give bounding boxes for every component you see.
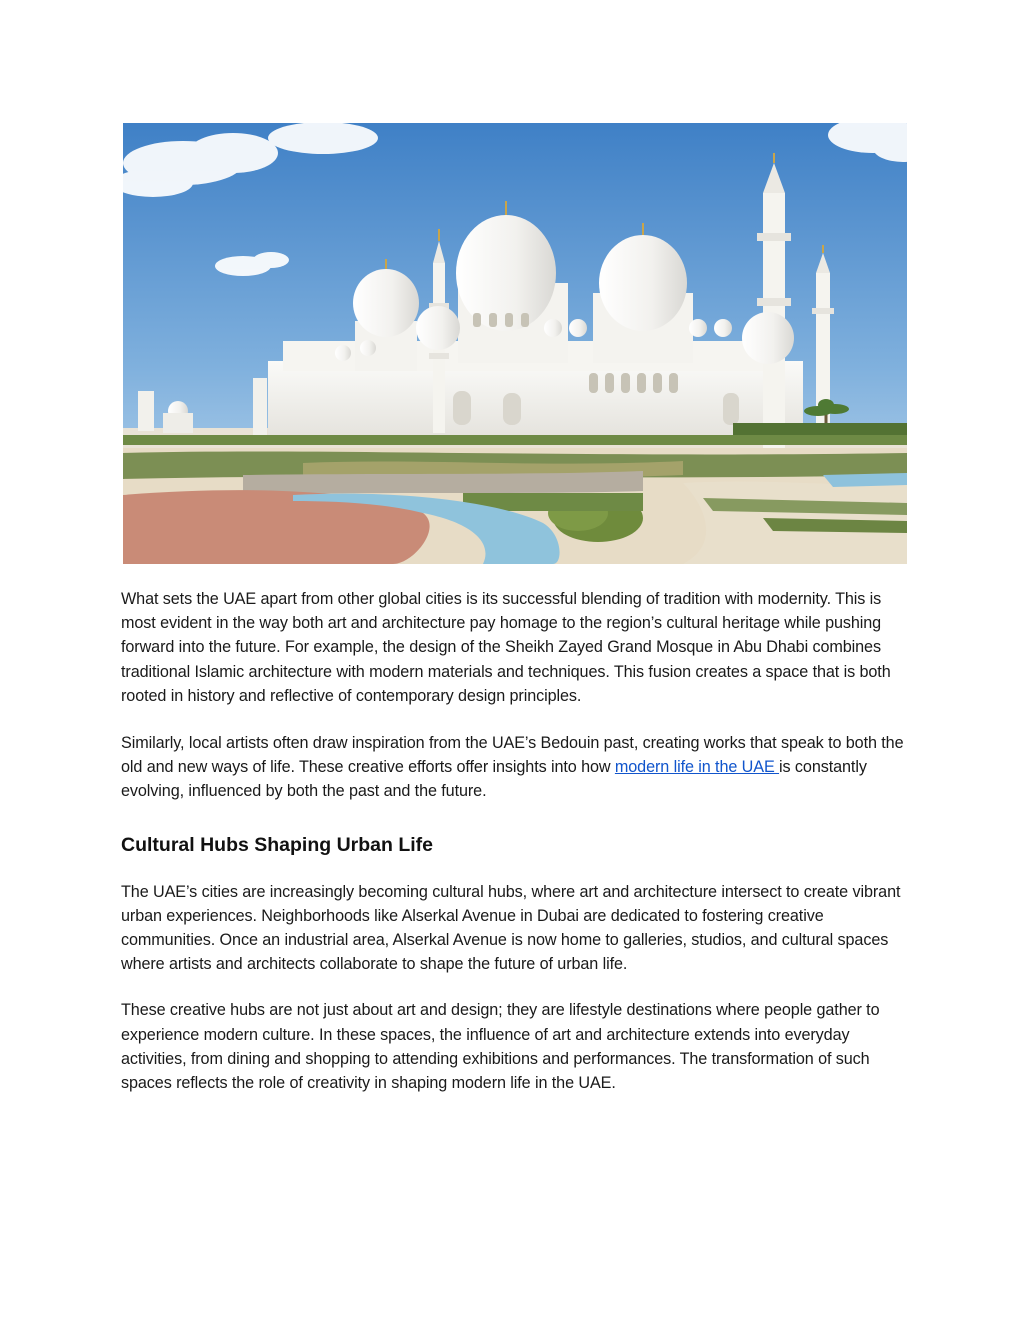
article-body (121, 587, 911, 1095)
paragraph-artists-text: Similarly, local artists often draw inspiration from the UAE’s Bedouin past, creating works that speak to both the old and new ways of life. These creative efforts offer insights into how (121, 734, 904, 777)
paragraph-artists (121, 731, 911, 804)
paragraph-creative-hubs: These creative hubs are not just about art and design; they are lifestyle destinations where people gather to experience modern culture. In these spaces, the influence of art and architecture extends into everyday activities, from dining and shopping to attending exhibitions and performances. The transformation of such spaces reflects the role of creativity in shaping modern life in the UAE. (121, 1001, 880, 1093)
paragraph-intro: What sets the UAE apart from other global cities is its successful blending of tradition with modernity. This is most evident in the way both art and architecture pay homage to the region’s cultural heritage while pushing forward into the future. For example, the design of the Sheikh Zayed Grand Mosque in Abu Dhabi combines traditional Islamic architecture with modern materials and techniques. This fusion creates a space that is both rooted in history and reflective of contemporary design principles. (121, 590, 891, 705)
mosque-photo (123, 123, 907, 564)
paragraph-artists-text-end: is constantly evolving, influenced by both the past and the future. (121, 758, 867, 801)
hero-image (123, 123, 907, 564)
paragraph-cultural-hubs: The UAE’s cities are increasingly becoming cultural hubs, where art and architecture intersect to create vibrant urban experiences. Neighborhoods like Alserkal Avenue in Dubai are dedicated to fostering creative communities. Once an industrial area, Alserkal Avenue is now home to galleries, studios, and cultural spaces where artists and architects collaborate to shape the future of urban life. (121, 882, 901, 974)
modern-life-link[interactable]: modern life in the UAE (614, 758, 780, 777)
section-heading: Cultural Hubs Shaping Urban Life (121, 833, 434, 856)
